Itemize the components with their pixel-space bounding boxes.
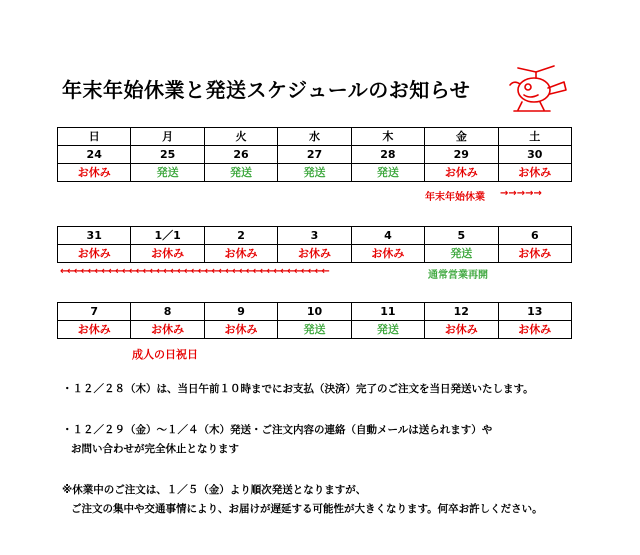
status-cell: 発送 <box>425 245 498 263</box>
yearend-holiday-label: 年末年始休業 <box>425 192 485 203</box>
weekday-cell: 火 <box>204 128 277 146</box>
date-row <box>58 227 572 245</box>
status-cell: お休み <box>425 164 498 182</box>
status-cell: 発送 <box>278 164 351 182</box>
helicopter-mascot-icon <box>500 58 572 118</box>
status-cell: お休み <box>498 245 571 263</box>
date-cell: 5 <box>425 227 498 245</box>
status-cell: 発送 <box>131 164 204 182</box>
date-cell: 1／1 <box>131 227 204 245</box>
status-cell: お休み <box>351 245 424 263</box>
coming-of-age-holiday-label: 成人の日祝日 <box>132 348 198 361</box>
date-cell: 6 <box>498 227 571 245</box>
status-cell: 発送 <box>204 164 277 182</box>
date-cell: 9 <box>204 303 277 321</box>
status-cell: お休み <box>58 164 131 182</box>
date-cell: 28 <box>351 146 424 164</box>
date-cell: 29 <box>425 146 498 164</box>
date-cell: 4 <box>351 227 424 245</box>
page-title: 年末年始休業と発送スケジュールのお知らせ <box>62 78 471 102</box>
status-cell: お休み <box>58 245 131 263</box>
status-row <box>58 245 572 263</box>
date-row <box>58 303 572 321</box>
date-cell: 8 <box>131 303 204 321</box>
calendar-week-2 <box>57 226 572 263</box>
date-cell: 31 <box>58 227 131 245</box>
note-line: ご注文の集中や交通事情により、お届けが遅延する可能性が大きくなります。何卒お許しください。 <box>71 503 543 515</box>
date-cell: 10 <box>278 303 351 321</box>
date-cell: 11 <box>351 303 424 321</box>
status-cell: 発送 <box>351 164 424 182</box>
status-cell: お休み <box>131 321 204 339</box>
note-line: お問い合わせが完全休止となります <box>71 443 239 455</box>
status-cell: お休み <box>425 321 498 339</box>
calendar-week-3 <box>57 302 572 339</box>
reopen-arrows: ←←←←←←←←←←←←←←←←←←←←←←←←←←←←←←←←←←←←←←← <box>60 266 329 277</box>
yearend-arrows: →→→→→ <box>500 188 542 199</box>
status-cell: お休み <box>131 245 204 263</box>
note-line: ・１２／２９（金）～１／４（木）発送・ご注文内容の連絡（自動メールは送られます）や <box>62 424 493 436</box>
calendar-week-1 <box>57 127 572 182</box>
note-line: ※休業中のご注文は、１／５（金）より順次発送となりますが、 <box>62 484 367 496</box>
weekday-cell: 土 <box>498 128 571 146</box>
weekday-cell: 木 <box>351 128 424 146</box>
status-cell: お休み <box>204 321 277 339</box>
date-row <box>58 146 572 164</box>
status-cell: お休み <box>498 321 571 339</box>
weekday-cell: 金 <box>425 128 498 146</box>
date-cell: 2 <box>204 227 277 245</box>
status-cell: お休み <box>204 245 277 263</box>
date-cell: 24 <box>58 146 131 164</box>
weekday-cell: 水 <box>278 128 351 146</box>
date-cell: 12 <box>425 303 498 321</box>
note-line: ・１２／２８（木）は、当日午前１０時までにお支払（決済）完了のご注文を当日発送いたします。 <box>62 383 534 395</box>
date-cell: 7 <box>58 303 131 321</box>
weekday-cell: 月 <box>131 128 204 146</box>
status-cell: 発送 <box>351 321 424 339</box>
weekday-cell: 日 <box>58 128 131 146</box>
date-cell: 27 <box>278 146 351 164</box>
status-cell: 発送 <box>278 321 351 339</box>
date-cell: 30 <box>498 146 571 164</box>
business-reopen-label: 通常営業再開 <box>428 270 488 281</box>
status-cell: お休み <box>58 321 131 339</box>
status-row <box>58 164 572 182</box>
status-row <box>58 321 572 339</box>
date-cell: 13 <box>498 303 571 321</box>
date-cell: 26 <box>204 146 277 164</box>
date-cell: 25 <box>131 146 204 164</box>
status-cell: お休み <box>278 245 351 263</box>
date-cell: 3 <box>278 227 351 245</box>
status-cell: お休み <box>498 164 571 182</box>
weekday-header-row <box>58 128 572 146</box>
